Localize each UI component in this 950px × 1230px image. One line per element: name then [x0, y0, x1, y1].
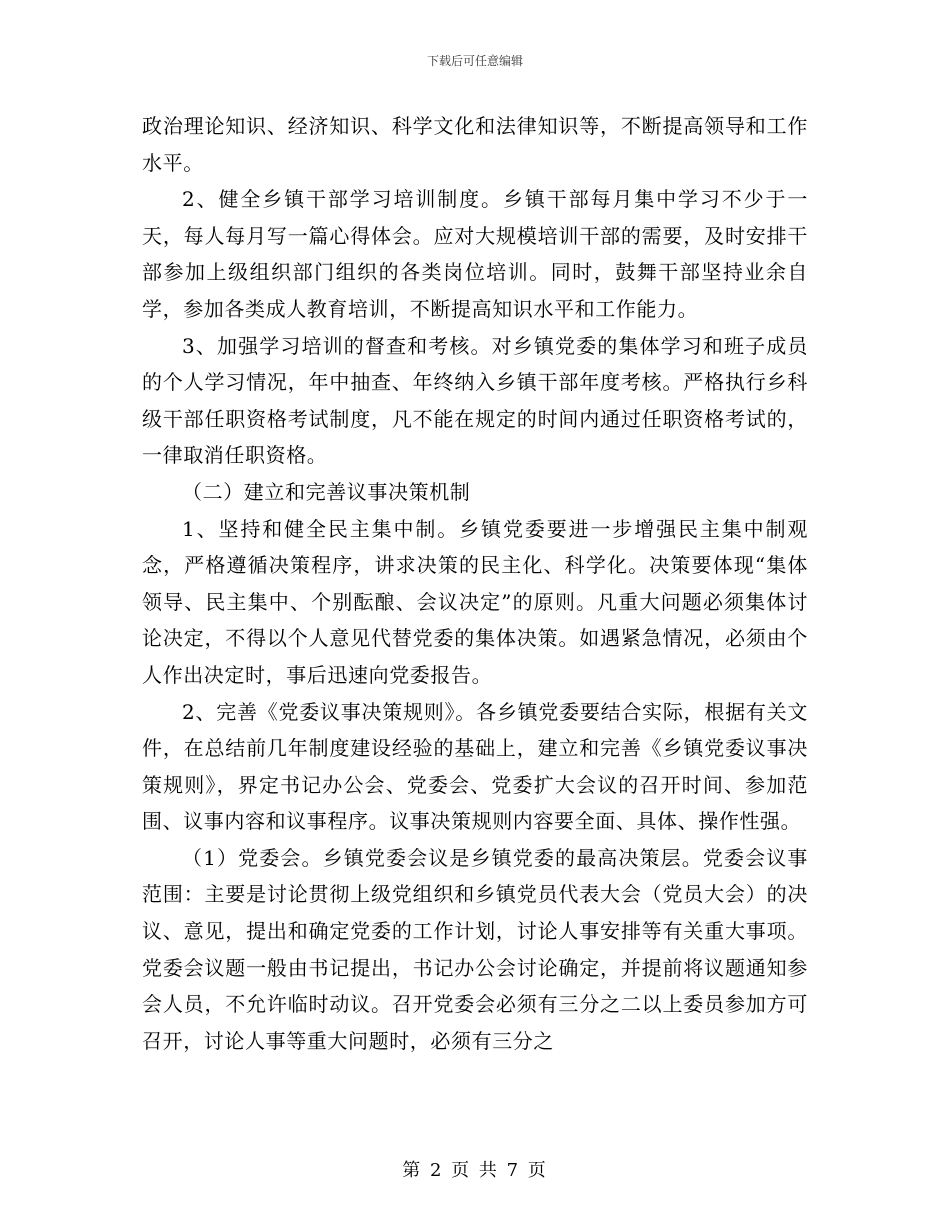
paragraph-party-committee: （1）党委会。乡镇党委会议是乡镇党委的最高决策层。党委会议事范围：主要是讨论贯彻上级党组织和乡镇党员代表大会（党员大会）的决议、意见，提出和确定党委的工作计划，讨论人事安排等有关重大事项。党委会议题一般由书记提出，书记办公会讨论确定，并提前将议题通知参会人员，不允许临时动议。召开党委会必须有三分之二以上委员参加方可召开，讨论人事等重大问题时，必须有三分之: [142, 845, 808, 1053]
page-header: 下载后可任意编辑: [426, 54, 523, 68]
page-footer: 第 2 页 共 7 页: [402, 1160, 548, 1181]
paragraph-training-assessment: 3、加强学习培训的督查和考核。对乡镇党委的集体学习和班子成员的个人学习情况，年中抽查、年终纳入乡镇干部年度考核。严格执行乡科级干部任职资格考试制度，凡不能在规定的时间内通过任职资格考试的，一律取消任职资格。: [142, 333, 808, 468]
section-heading: （二）建立和完善议事决策机制: [182, 479, 471, 504]
paragraph-training-system: 2、健全乡镇干部学习培训制度。乡镇干部每月集中学习不少于一天，每人每月写一篇心得体会。应对大规模培训干部的需要，及时安排干部参加上级组织部门组织的各类岗位培训。同时，鼓舞干部坚持业余自学，参加各类成人教育培训，不断提高知识水平和工作能力。: [142, 187, 808, 321]
paragraph-decision-rules: 2、完善《党委议事决策规则》。各乡镇党委要结合实际，根据有关文件，在总结前几年制度建设经验的基础上，建立和完善《乡镇党委议事决策规则》，界定书记办公会、党委会、党委扩大会议的召开时间、参加范围、议事内容和议事程序。议事决策规则内容要全面、具体、操作性强。: [142, 699, 808, 834]
body-text: [142, 108, 808, 1059]
paragraph-continuation: 政治理论知识、经济知识、科学文化和法律知识等，不断提高领导和工作水平。: [142, 114, 808, 175]
paragraph-democratic-centralism: 1、坚持和健全民主集中制。乡镇党委要进一步增强民主集中制观念，严格遵循决策程序，讲求决策的民主化、科学化。决策要体现“集体领导、民主集中、个别酝酿、会议决定”的原则。凡重大问题必须集体讨论决定，不得以个人意见代替党委的集体决策。如遇紧急情况，必须由个人作出决定时，事后迅速向党委报告。: [142, 516, 808, 687]
